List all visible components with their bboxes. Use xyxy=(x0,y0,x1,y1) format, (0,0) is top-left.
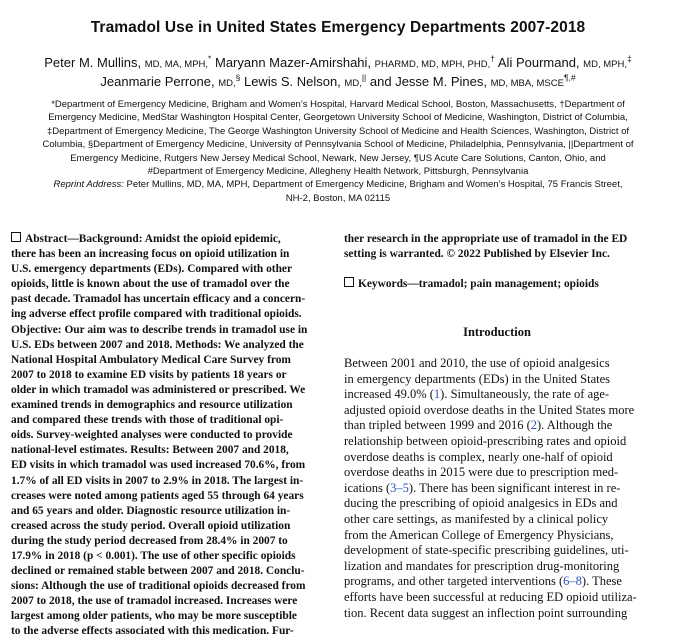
author-degrees: PHARMD, MD, MPH, PHD, xyxy=(374,59,491,70)
paragraph-line xyxy=(344,481,650,497)
author-name: Jeanmarie Perrone, xyxy=(100,74,215,89)
paragraph-line xyxy=(344,465,650,481)
text-run: ). There has been significant interest in re- xyxy=(408,480,621,495)
paragraph-line xyxy=(344,372,650,388)
abstract-line: 2007 to 2018 to examine ED visits by patients 18 years or xyxy=(11,368,287,381)
abstract-line xyxy=(11,232,329,247)
abstract-line: 17.9% in 2018 (p < 0.001). The use of other specific opioids xyxy=(11,549,296,562)
affiliation-mark: * xyxy=(208,53,212,64)
author-degrees: MD, MPH, xyxy=(583,59,627,70)
text-run: increased 49.0% ( xyxy=(344,387,434,402)
section-heading-introduction: Introduction xyxy=(463,325,531,339)
abstract-line: and 65 years and older. Diagnostic resource utilization in- xyxy=(11,504,291,517)
abstract-line: U.S. EDs between 2007 and 2018. Methods: We analyzed the xyxy=(11,338,304,351)
abstract-line: and compared these trends with those of traditional opi- xyxy=(11,414,284,427)
affiliation-line: #Department of Emergency Medicine, Allegheny Health Network, Pittsburgh, Pennsylvania xyxy=(147,166,529,178)
text-run: ). These xyxy=(581,574,622,589)
abstract-line: older in which tramadol was administered or prescribed. We xyxy=(11,383,306,396)
affiliations-block xyxy=(8,98,668,205)
affiliation-line: ‡Department of Emergency Medicine, The George Washington University School of Medicine and Health Sciences, Washington, District of xyxy=(46,125,630,137)
paragraph-line xyxy=(344,590,650,606)
author-line-1 xyxy=(0,54,676,73)
paragraph-line xyxy=(344,387,650,403)
author-name: Maryann Mazer-Amirshahi, xyxy=(214,55,372,70)
reprint-address xyxy=(8,178,668,191)
abstract-line: National Hospital Ambulatory Medical Care Survey from xyxy=(11,353,291,366)
text-run: in emergency departments (EDs) in the United States xyxy=(344,371,611,386)
abstract-line: to the adverse effects associated with this medication. Fur- xyxy=(11,625,294,638)
paragraph-line xyxy=(344,356,650,372)
citation-link[interactable]: 1 xyxy=(433,387,441,402)
paragraph-line xyxy=(344,496,650,512)
paragraph-line xyxy=(344,559,650,575)
text-run: adjusted opioid overdose deaths in the United States more xyxy=(344,402,635,417)
citation-link[interactable]: 3–5 xyxy=(390,480,409,495)
text-run: relationship between opioid-prescribing rates and opioid xyxy=(344,433,627,448)
text-run: ications ( xyxy=(344,480,391,495)
affiliation-mark: § xyxy=(235,72,241,83)
author-name: Peter M. Mullins, xyxy=(44,55,142,70)
citation-link[interactable]: 2 xyxy=(530,418,538,433)
abstract-line: ED visits in which tramadol was used increased 70.6%, from xyxy=(11,459,306,472)
affiliation-mark: † xyxy=(490,53,495,64)
abstract-line: largest among older patients, who may be more susceptible xyxy=(11,610,297,623)
text-run: lization and mandates for prescription drug-monitoring xyxy=(344,558,620,573)
article-title: Tramadol Use in United States Emergency Departments 2007-2018 xyxy=(90,19,586,36)
author-name: and Jesse M. Pines, xyxy=(369,74,487,89)
text-run: overdose deaths is complex, nearly one-half of opioid xyxy=(344,449,613,464)
abstract-line: Objective: Our aim was to describe trends in tramadol use in xyxy=(11,323,308,336)
text-run: ducing the prescribing of opioid analgesics in EDs and xyxy=(344,496,618,511)
abstract xyxy=(11,232,329,640)
abstract-line: examined trends in demographics and resource utilization xyxy=(11,399,293,412)
text-run: efforts have been successful at reducing ED opioid utiliza- xyxy=(344,589,637,604)
checkbox-icon xyxy=(11,232,21,242)
citation-link[interactable]: 6–8 xyxy=(563,574,582,589)
paragraph-line xyxy=(344,528,650,544)
abstract-line: 2007 to 2018, the use of tramadol increased. Increases were xyxy=(11,595,298,608)
checkbox-icon xyxy=(344,277,354,287)
affiliation-mark: || xyxy=(361,72,367,83)
abstract-line: 1.7% of all ED visits in 2007 to 2.9% in 2018. The largest in- xyxy=(11,474,304,487)
affiliation-mark: ¶,# xyxy=(563,72,576,83)
text-run: other care settings, as manifested by a clinical policy xyxy=(344,511,609,526)
keywords xyxy=(344,277,650,292)
paragraph-line xyxy=(344,606,650,622)
abstract-line: past decade. Tramadol has uncertain efficacy and a concern- xyxy=(11,293,306,306)
introduction-body xyxy=(344,356,650,621)
text-run: ). Simultaneously, the rate of age- xyxy=(440,387,610,402)
text-run: than tripled between 1999 and 2016 ( xyxy=(344,418,531,433)
text-run: ). Although the xyxy=(537,418,613,433)
author-degrees: MD, MBA, MSCE xyxy=(490,78,564,89)
abstract-line: ing adverse effect profile compared with traditional opioids. xyxy=(11,308,302,321)
text-run: overdose deaths in 2015 were due to prescription med- xyxy=(344,465,619,480)
keywords-text: Keywords—tramadol; pain management; opioids xyxy=(358,278,599,290)
author-degrees: MD, MA, MPH, xyxy=(144,59,209,70)
author-line-2 xyxy=(0,73,676,92)
author-degrees: MD, xyxy=(344,78,362,89)
reprint-label: Reprint Address: xyxy=(53,179,124,191)
abstract-line: national-level estimates. Results: Between 2007 and 2018, xyxy=(11,444,289,457)
abstract-line: creases were noted among patients aged 55 through 64 years xyxy=(11,489,304,502)
reprint-address-line-2: NH-2, Boston, MA 02115 xyxy=(285,192,391,204)
abstract-line: U.S. emergency departments (EDs). Compared with other xyxy=(11,263,293,276)
paragraph-line xyxy=(344,543,650,559)
paragraph-line xyxy=(344,512,650,528)
text-run: from the American College of Emergency Physicians, xyxy=(344,527,614,542)
abstract-line: sions: Although the use of traditional opioids decreased from xyxy=(11,580,306,593)
abstract-line: during the study period decreased from 28.4% in 2007 to xyxy=(11,534,288,547)
affiliation-line: Emergency Medicine, MedStar Washington Hospital Center, Georgetown University School of Medicine, Washington, District of Columbia, xyxy=(48,112,628,124)
affiliation-line: Columbia, §Department of Emergency Medicine, University of Pennsylvania School of Medicine, Philadelphia, Pennsylvania, ||Department of xyxy=(42,139,634,151)
paragraph-line xyxy=(344,403,650,419)
paragraph-line xyxy=(344,434,650,450)
paragraph-line xyxy=(344,418,650,434)
affiliation-line: *Department of Emergency Medicine, Brigham and Women’s Hospital, Harvard Medical School, Boston, Massachusetts, †Department of xyxy=(51,99,625,110)
paragraph-line xyxy=(344,450,650,466)
author-degrees: MD, xyxy=(218,78,236,89)
abstract-line: ther research in the appropriate use of tramadol in the ED xyxy=(344,233,628,245)
affiliation-line: Emergency Medicine, Rutgers New Jersey Medical School, Newark, New Jersey, ¶US Acute Care Solutions, Canton, Ohio, and xyxy=(70,152,606,164)
abstract-line: opioids, little is known about the use of tramadol over the xyxy=(11,278,290,291)
abstract-line: setting is warranted. © 2022 Published by Elsevier Inc. xyxy=(344,248,610,261)
affiliation-mark: ‡ xyxy=(626,53,632,64)
author-name: Ali Pourmand, xyxy=(497,55,580,70)
text-run: Between 2001 and 2010, the use of opioid analgesics xyxy=(344,356,610,370)
paragraph-line xyxy=(344,574,650,590)
author-list xyxy=(0,54,676,92)
abstract-continuation xyxy=(344,232,650,262)
abstract-line: oids. Survey-weighted analyses were conducted to provide xyxy=(11,429,293,442)
author-name: Lewis S. Nelson, xyxy=(243,74,341,89)
text-run: programs, and other targeted interventions ( xyxy=(344,574,564,589)
text-run: development of state-specific prescribing guidelines, uti- xyxy=(344,543,629,558)
text-run: tion. Recent data suggest an inflection point surrounding xyxy=(344,605,628,620)
abstract-line: there has been an increasing focus on opioid utilization in xyxy=(11,248,290,261)
reprint-text: Peter Mullins, MD, MA, MPH, Department of Emergency Medicine, Brigham and Women’s Hospital, 75 Francis Street, xyxy=(126,179,623,191)
abstract-line: declined or remained stable between 2007 and 2018. Conclu- xyxy=(11,565,305,578)
abstract-line-text: Abstract—Background: Amidst the opioid epidemic, xyxy=(25,233,281,245)
abstract-line: creased across the study period. Overall opioid utilization xyxy=(11,519,291,532)
